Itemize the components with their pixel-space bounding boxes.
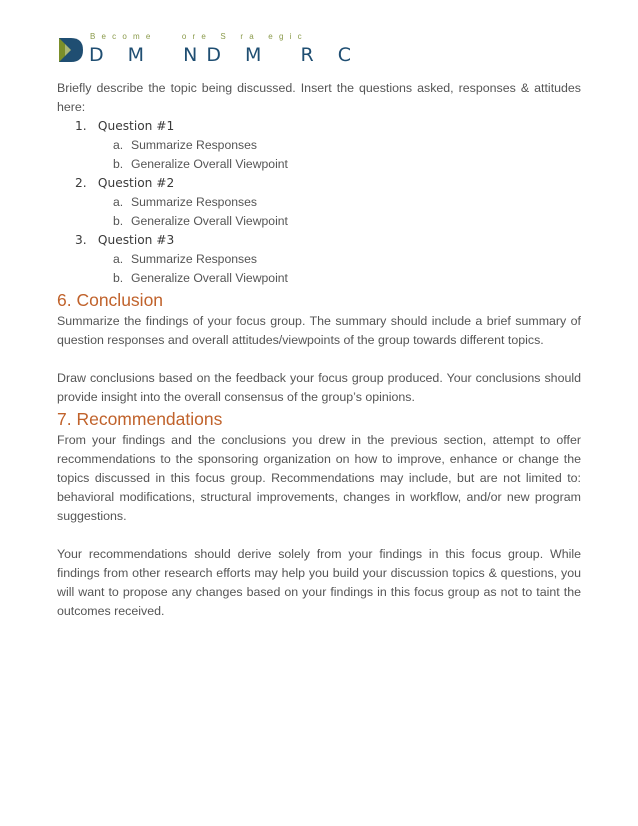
subitem-letter: a. [113, 252, 124, 266]
question-subitem [57, 250, 581, 269]
subitem-text: Summarize Responses [131, 138, 257, 152]
question-list [57, 117, 581, 288]
subitem-letter: a. [113, 195, 124, 209]
question-heading [57, 174, 581, 193]
question-label: Question #1 [97, 119, 175, 133]
logo-mark-icon [57, 36, 85, 64]
question-subitem [57, 136, 581, 155]
intro-paragraph: Briefly describe the topic being discussed. Insert the questions asked, responses & attitudes here: [57, 81, 581, 114]
conclusion-heading: 6. Conclusion [57, 290, 164, 310]
subitem-text: Summarize Responses [131, 252, 257, 266]
subitem-letter: b. [113, 214, 124, 228]
document-body [57, 79, 581, 621]
question-subitem [57, 269, 581, 288]
question-heading [57, 231, 581, 250]
subitem-letter: a. [113, 138, 124, 152]
paragraph-spacer [57, 526, 581, 545]
subitem-letter: b. [113, 271, 124, 285]
logo-name: D M ND M R C [89, 44, 361, 66]
subitem-text: Generalize Overall Viewpoint [131, 157, 288, 171]
logo-tagline: Become ore S ra egic [90, 32, 308, 41]
subitem-text: Generalize Overall Viewpoint [131, 214, 288, 228]
question-item [57, 174, 581, 231]
question-item [57, 117, 581, 174]
subitem-text: Generalize Overall Viewpoint [131, 271, 288, 285]
subitem-letter: b. [113, 157, 124, 171]
question-heading [57, 117, 581, 136]
question-subitem [57, 193, 581, 212]
conclusion-paragraph: Draw conclusions based on the feedback your focus group produced. Your conclusions should provide insight into the overall consensus of the group’s opinions. [57, 371, 581, 404]
paragraph-spacer [57, 350, 581, 369]
question-label: Question #2 [97, 176, 175, 190]
subitem-text: Summarize Responses [131, 195, 257, 209]
conclusion-paragraph: Summarize the findings of your focus group. The summary should include a brief summary of question responses and overall attitudes/viewpoints of the group towards different topics. [57, 314, 581, 347]
company-logo [57, 32, 361, 68]
recommendations-heading: 7. Recommendations [57, 409, 223, 429]
question-number: 1. [75, 119, 87, 133]
question-number: 3. [75, 233, 87, 247]
question-subitem [57, 212, 581, 231]
recommendations-paragraph: Your recommendations should derive solely from your findings in this focus group. While findings from other research efforts may help you build your discussion topics & questions, you will want to propose any changes based on your findings in this focus group as not to taint the outcomes received. [57, 547, 581, 618]
question-subitem [57, 155, 581, 174]
question-item [57, 231, 581, 288]
question-label: Question #3 [97, 233, 175, 247]
question-number: 2. [75, 176, 87, 190]
recommendations-paragraph: From your findings and the conclusions you drew in the previous section, attempt to offer recommendations to the sponsoring organization on how to improve, enhance or change the topics discussed in this focus group. Recommendations may include, but are not limited to: behavioral modifications, structural improvements, changes in workflow, and/or new program suggestions. [57, 433, 581, 523]
